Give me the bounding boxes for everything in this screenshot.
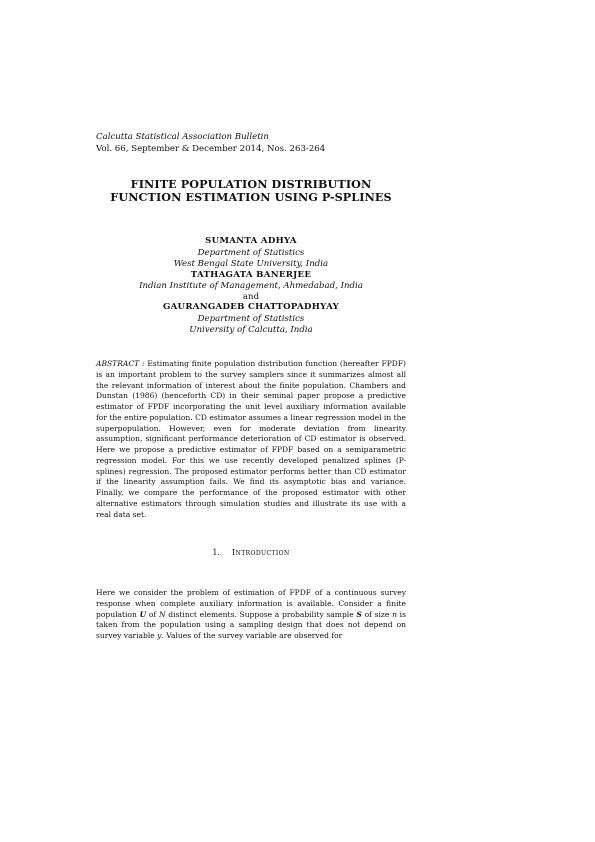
author-name-3: GAURANGADEB CHATTOPADHYAY (162, 302, 340, 312)
symbol-S: S (356, 609, 362, 619)
author-affiliation-3a: Department of Statistics (197, 314, 305, 324)
journal-name: Calcutta Statistical Association Bulletin (96, 132, 269, 142)
author-affiliation-1a: Department of Statistics (197, 248, 305, 258)
paper-title-line-2: FUNCTION ESTIMATION USING P-SPLINES (110, 190, 392, 204)
abstract-text: Estimating finite population distribution function (hereafter FPDF) is an important problem to the survey samplers since it summarizes almost all the relevant information of interest about the finite population. Chambers and Dunstan (1986) (henceforth CD) in their seminal paper propose a predictive estimator of FPDF incorporating the unit level auxiliary information available for the entire population. CD estimator assumes a linear regression model in the superpopulation. However, even for moderate deviation from linearity assumption, significant performance deterioration of CD estimator is observed. Here we propose a predictive estimator of FPDF based on a semiparametric regression model. For this we use recently developed penalized splines (P-splines) regression. The proposed estimator performs better than CD estimator if the linearity assumption fails. We find its asymptotic bias and variance. Finally, we compare the performance of the proposed estimator with other alternative estimators through simulation studies and illustrate its use with a real data set. (96, 359, 406, 519)
journal-volume: Vol. 66, September & December 2014, Nos. 263-264 (96, 144, 326, 154)
author-affiliation-3b: University of Calcutta, India (189, 325, 313, 335)
symbol-y: y (157, 631, 162, 640)
intro-paragraph (96, 588, 406, 642)
section-title: Introduction (231, 548, 290, 557)
intro-text-5: is taken from the population using a sampling design that does not depend on survey variable (96, 609, 406, 640)
section-number: 1. (212, 548, 220, 557)
intro-text-4: of size (364, 609, 390, 619)
abstract (96, 359, 406, 520)
section-heading (96, 548, 406, 557)
author-name-1: SUMANTA ADHYA (205, 236, 297, 246)
symbol-U: U (139, 609, 147, 619)
author-affiliation-1b: West Bengal State University, India (173, 259, 329, 269)
author-affiliation-2: Indian Institute of Management, Ahmedabad, India (139, 281, 363, 291)
abstract-label: ABSTRACT : (96, 359, 145, 368)
symbol-n: n (392, 609, 397, 619)
paper-title-line-1: FINITE POPULATION DISTRIBUTION (130, 177, 372, 191)
author-name-2: TATHAGATA BANERJEE (190, 270, 312, 280)
intro-text-3: distinct elements. Suppose a probability sample (168, 609, 354, 619)
intro-text-1: Here we consider the problem of estimation of FPDF of a continuous survey response when complete auxiliary information is available. Consider a finite population (96, 588, 406, 619)
intro-text-2: of (148, 609, 157, 619)
symbol-N: N (158, 609, 166, 619)
author-and: and (242, 292, 260, 302)
intro-text-6: . Values of the survey variable are observed for (161, 631, 343, 640)
